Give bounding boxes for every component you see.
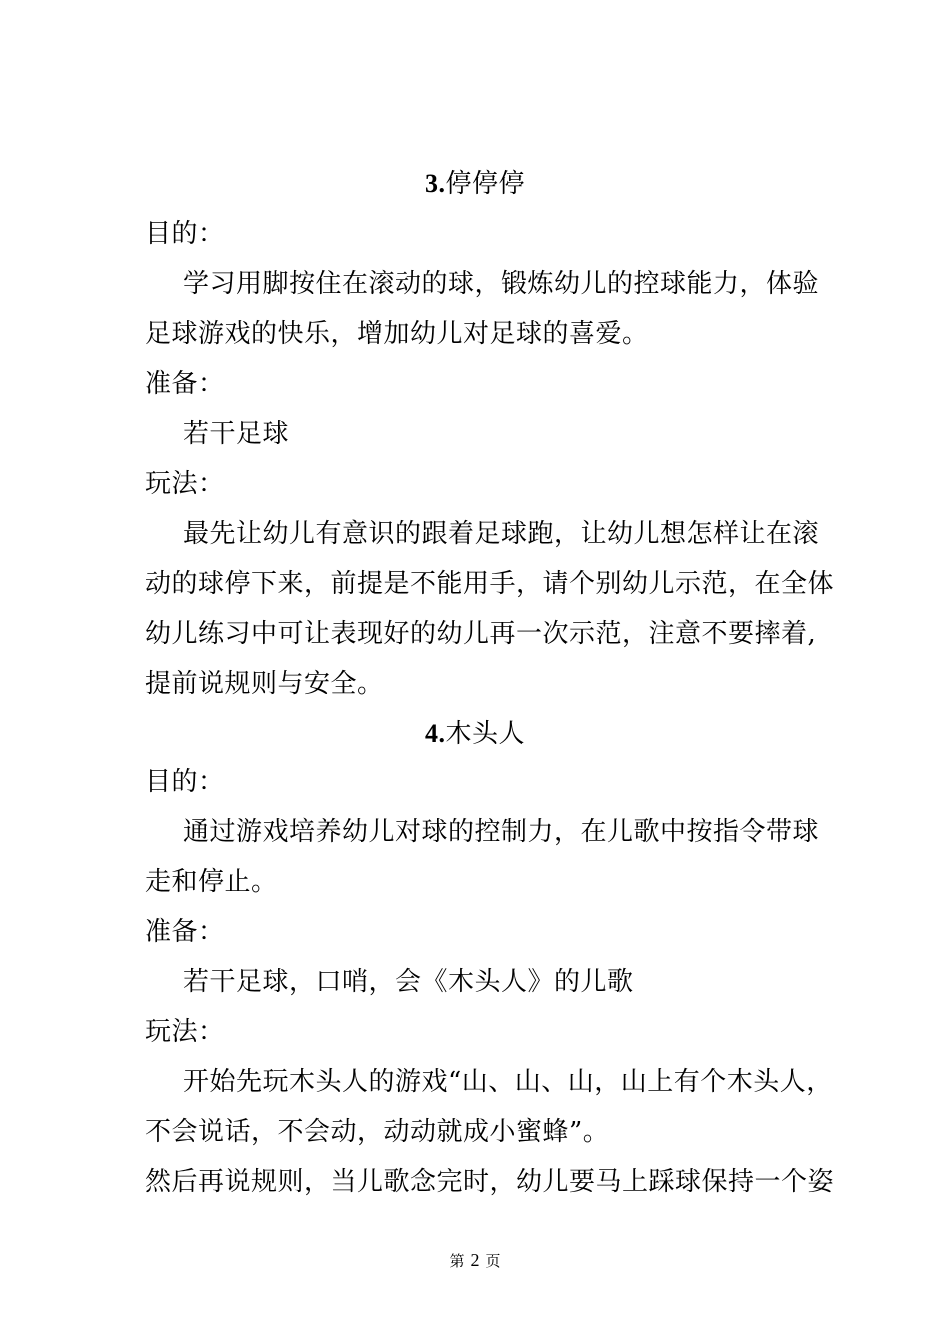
section-4-prep-label: 准备： [145,917,225,947]
footer-prefix: 第 [449,1252,465,1270]
section-3-play-line: 幼儿练习中可让表现好的幼儿再一次示范，注意不要摔着, [145,619,817,649]
section-4-prep-line: 若干足球，口哨，会《木头人》的儿歌 [183,967,634,997]
section-3-purpose-label: 目的： [145,219,225,249]
section-4-play-line: 开始先玩木头人的游戏“山、山、山，山上有个木头人， [183,1067,833,1097]
section-4-play-line: 不会说话，不会动，动动就成小蜜蜂”。 [145,1117,610,1147]
section-3-play-line: 提前说规则与安全。 [145,669,384,699]
section-4-heading [0,718,950,750]
section-4-purpose-line: 走和停止。 [145,867,278,897]
section-3-purpose-line: 学习用脚按住在滚动的球，锻炼幼儿的控球能力，体验 [183,269,820,299]
section-4-purpose-line: 通过游戏培养幼儿对球的控制力，在儿歌中按指令带球 [183,817,820,847]
section-3-prep-label: 准备： [145,369,225,399]
section-3-title: 停停停 [445,169,525,199]
section-3-number: 3. [424,169,446,198]
section-3-play-line: 最先让幼儿有意识的跟着足球跑，让幼儿想怎样让在滚 [183,519,820,549]
section-3-purpose-line: 足球游戏的快乐，增加幼儿对足球的喜爱。 [145,319,649,349]
footer-suffix: 页 [485,1252,501,1270]
section-4-title: 木头人 [445,719,525,749]
section-4-play-label: 玩法： [145,1017,225,1047]
footer-page-number: 2 [470,1250,480,1270]
section-3-play-line: 动的球停下来，前提是不能用手，请个别幼儿示范，在全体 [145,569,835,599]
section-4-purpose-label: 目的： [145,767,225,797]
section-3-prep-line: 若干足球 [183,419,290,449]
section-3-heading [0,168,950,200]
section-4-play-line: 然后再说规则，当儿歌念完时，幼儿要马上踩球保持一个姿 [145,1167,835,1197]
section-4-number: 4. [424,719,446,748]
page-footer [0,1250,950,1271]
section-3-play-label: 玩法： [145,469,225,499]
